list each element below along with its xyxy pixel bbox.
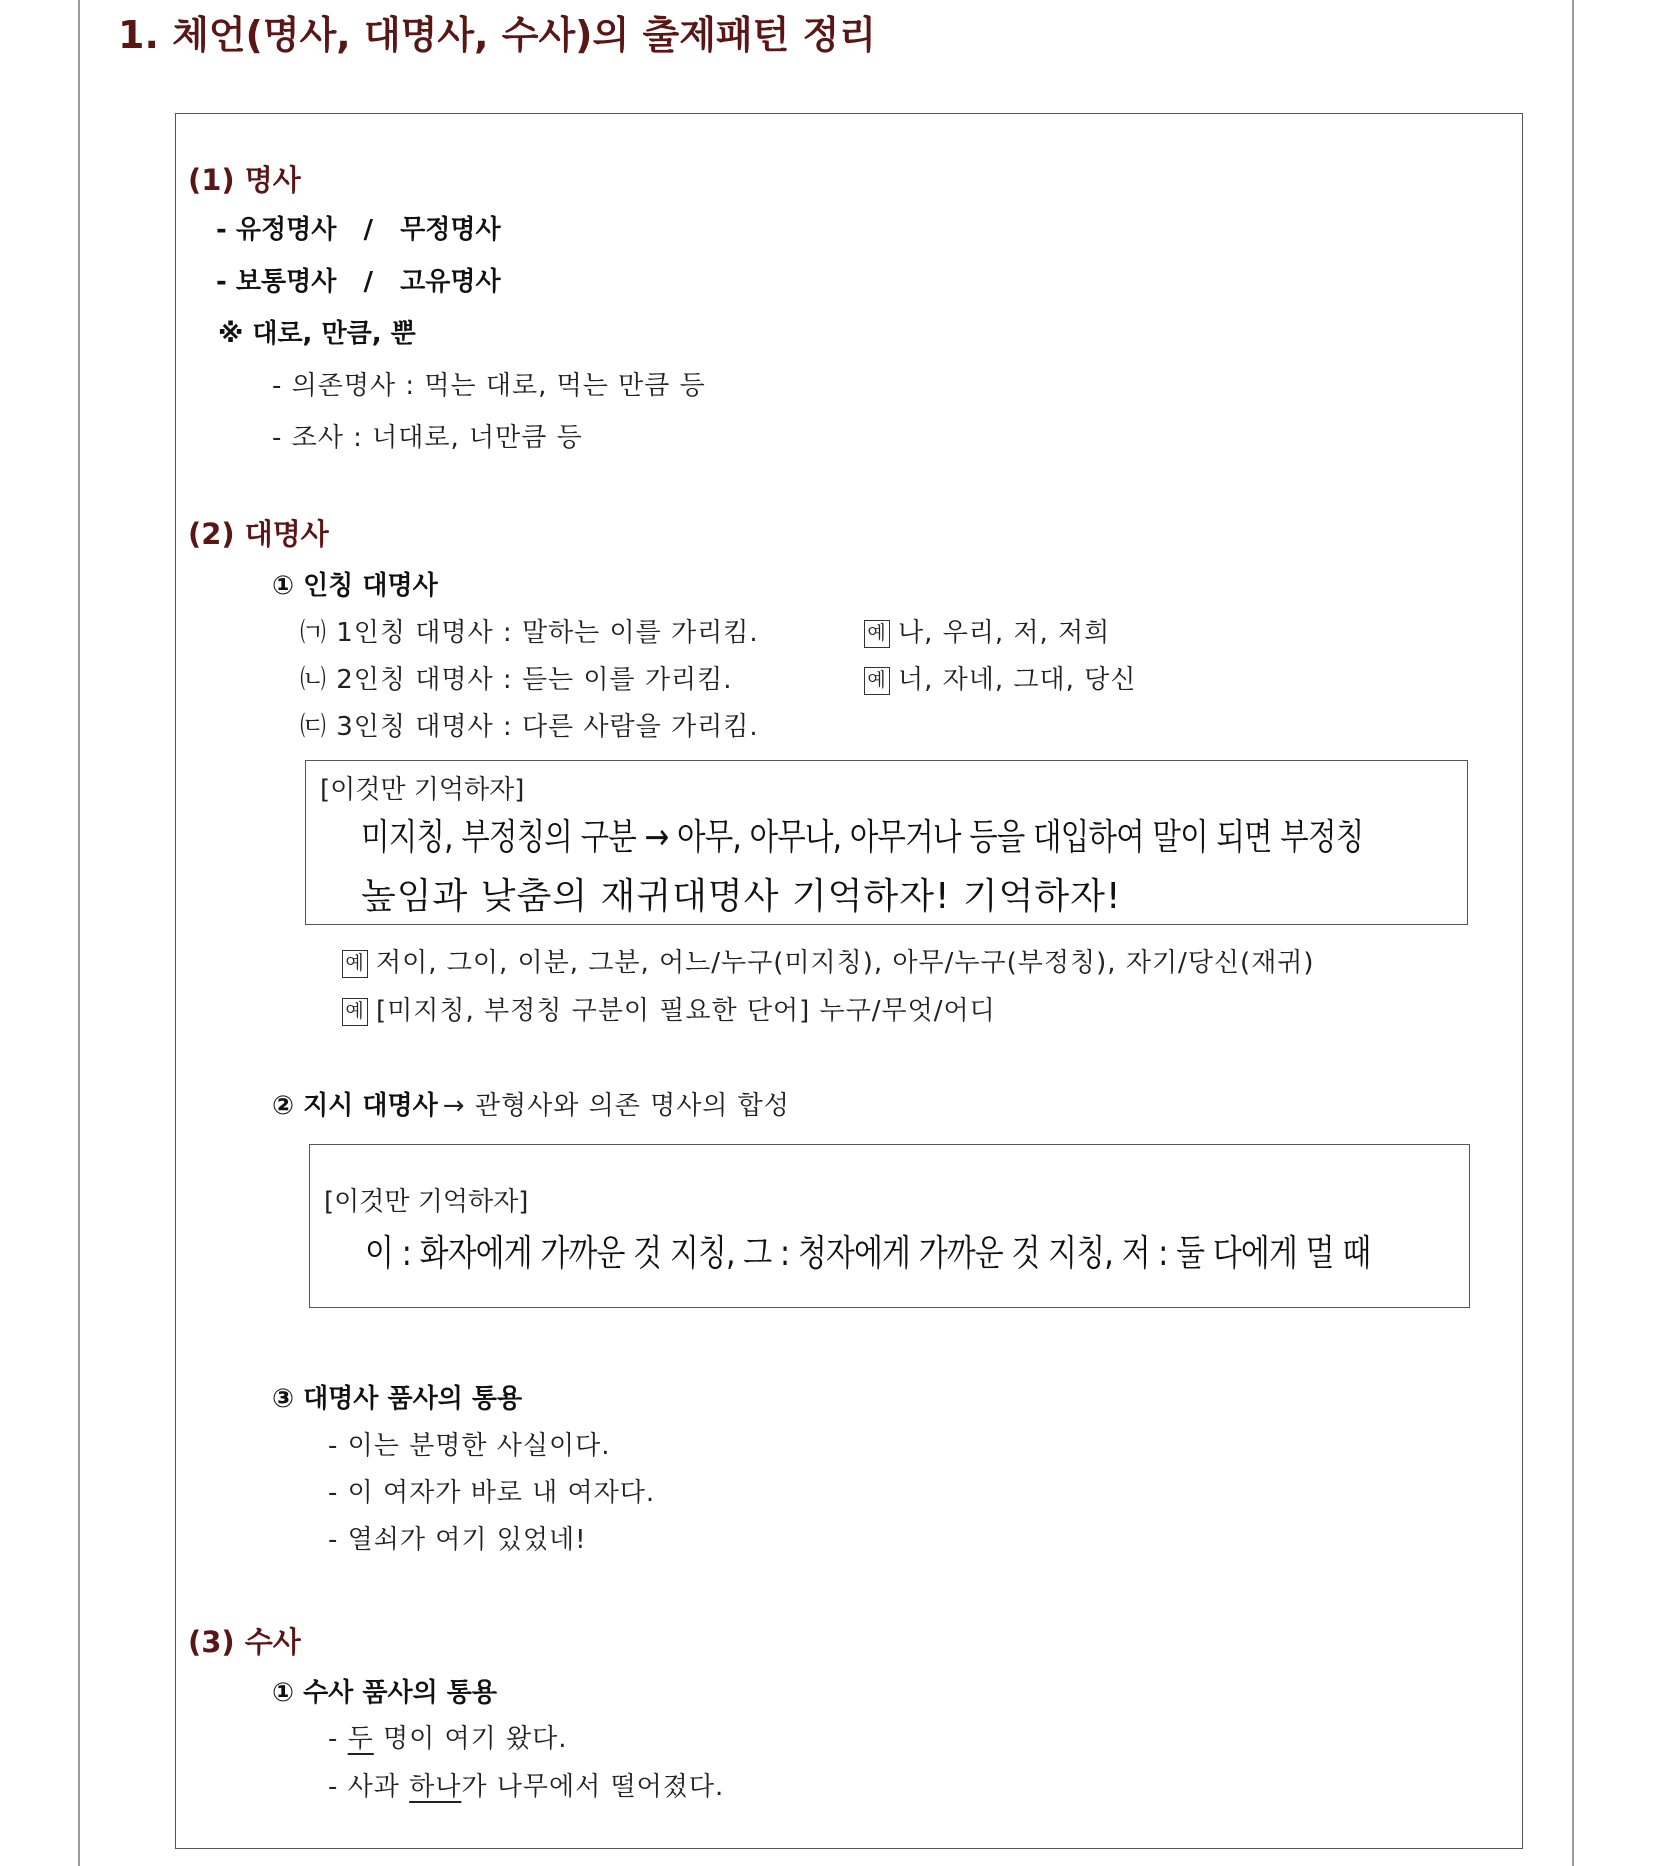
noun-note: ※ 대로, 만큼, 뿐 bbox=[218, 319, 416, 349]
pronoun-usage-line-1: - 이는 분명한 사실이다. bbox=[328, 1431, 611, 1461]
pronoun-usage-line-3: - 열쇠가 여기 있었네! bbox=[328, 1525, 587, 1555]
personal-pronoun-example-1 bbox=[864, 612, 1110, 649]
section-heading-numeral: (3) 수사 bbox=[188, 1625, 301, 1659]
personal-pronoun-item-3: ㈂ 3인칭 대명사 : 다른 사람을 가리킴. bbox=[300, 712, 759, 742]
example-mark: 예 bbox=[342, 998, 368, 1026]
section-heading-pronoun: (2) 대명사 bbox=[188, 517, 329, 551]
example-mark: 예 bbox=[864, 667, 890, 695]
pronoun-usage-line-2: - 이 여자가 바로 내 여자다. bbox=[328, 1478, 656, 1508]
personal-pronoun-title: ① 인칭 대명사 bbox=[272, 571, 438, 601]
memo-box-demonstrative bbox=[309, 1144, 1470, 1308]
noun-note-sub-2: - 조사 : 너대로, 너만큼 등 bbox=[272, 423, 583, 453]
memo-label: [이것만 기억하자] bbox=[324, 1187, 529, 1217]
underlined-word: 하나 bbox=[409, 1772, 462, 1802]
numeral-usage-line-2 bbox=[328, 1766, 724, 1803]
example-text: 너, 자네, 그대, 당신 bbox=[898, 665, 1137, 695]
section-heading-noun: (1) 명사 bbox=[188, 163, 301, 197]
demonstrative-pronoun-title bbox=[272, 1085, 790, 1122]
pronoun-usage-title: ③ 대명사 품사의 통용 bbox=[272, 1384, 523, 1414]
personal-pronoun-item-1: ㈀ 1인칭 대명사 : 말하는 이를 가리킴. bbox=[300, 618, 759, 648]
page-right-rule bbox=[1572, 0, 1574, 1866]
memo-line-2: 높임과 낮춤의 재귀대명사 기억하자! 기억하자! bbox=[361, 876, 1122, 917]
line-suffix: 가 나무에서 떨어졌다. bbox=[461, 1772, 725, 1802]
memo-box-personal bbox=[305, 760, 1468, 925]
example-text: [미지칭, 부정칭 구분이 필요한 단어] 누구/무엇/어디 bbox=[376, 996, 996, 1026]
example-mark: 예 bbox=[342, 950, 368, 978]
page-left-rule bbox=[78, 0, 80, 1866]
page-title: 1. 체언(명사, 대명사, 수사)의 출제패턴 정리 bbox=[118, 13, 876, 57]
personal-pronoun-item-2: ㈁ 2인칭 대명사 : 듣는 이를 가리킴. bbox=[300, 665, 733, 695]
demonstrative-title-bold: ② 지시 대명사 bbox=[272, 1091, 438, 1121]
personal-pronoun-example-2 bbox=[864, 659, 1136, 696]
noun-note-sub-1: - 의존명사 : 먹는 대로, 먹는 만큼 등 bbox=[272, 371, 706, 401]
pronoun-example-line-2 bbox=[342, 990, 996, 1027]
example-mark: 예 bbox=[864, 620, 890, 648]
demonstrative-title-rest: → 관형사와 의존 명사의 합성 bbox=[442, 1091, 790, 1121]
numeral-usage-title: ① 수사 품사의 통용 bbox=[272, 1678, 497, 1708]
pronoun-example-line-1 bbox=[342, 942, 1315, 979]
noun-type-line-1: - 유정명사 / 무정명사 bbox=[216, 215, 501, 245]
line-suffix: 명이 여기 왔다. bbox=[373, 1724, 568, 1754]
line-prefix: - 사과 bbox=[328, 1772, 410, 1802]
noun-type-line-2: - 보통명사 / 고유명사 bbox=[216, 267, 501, 297]
line-prefix: - bbox=[328, 1724, 348, 1754]
example-text: 저이, 그이, 이분, 그분, 어느/누구(미지칭), 아무/누구(부정칭), 자기/당신(재귀) bbox=[376, 948, 1315, 978]
numeral-usage-line-1 bbox=[328, 1718, 568, 1755]
memo-line-1: 미지칭, 부정칭의 구분 → 아무, 아무나, 아무거나 등을 대입하여 말이 되면 부정칭 bbox=[361, 817, 1364, 858]
memo-line: 이 : 화자에게 가까운 것 지칭, 그 : 청자에게 가까운 것 지칭, 저 : 둘 다에게 멀 때 bbox=[365, 1233, 1371, 1274]
underlined-word: 두 bbox=[347, 1724, 374, 1754]
memo-label: [이것만 기억하자] bbox=[320, 775, 525, 805]
example-text: 나, 우리, 저, 저희 bbox=[898, 618, 1111, 648]
